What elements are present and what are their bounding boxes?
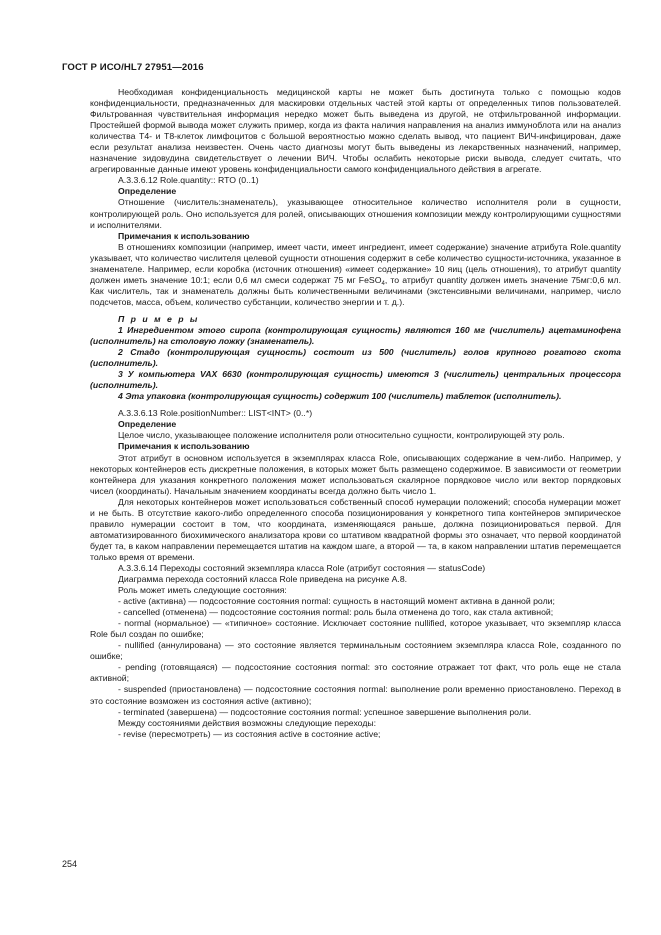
paragraph-diagram-ref: Диаграмма перехода состояний класса Role приведена на рисунке А.8. [118, 574, 408, 585]
document-body [90, 87, 621, 740]
list-item-pending: - pending (готовящаяся) — подсостояние состояния normal: это состояние отражает тот факт, что роль еще не стала активной; [90, 662, 621, 684]
paragraph-confidentiality: Необходимая конфиденциальность медицинской карты не может быть достигнута только с помощью кодов конфиденциальности, предназначенных для маскировки отдельных частей этой карты от определенных типов пользователей. Фильтрованная чувствительная информация нередко может быть выведена из другой, не отфильтрованной информации. Простейшей формой вывода может служить пример, когда из факта наличия направления на анализ иммуноблота или на анализ количества Т4- и Т8-клеток лимфоцитов с большой вероятностью можно сделать вывод, что пациент ВИЧ-инфицирован, даже если результат анализа неизвестен. Очень часто диагнозы могут быть выведены из лекарственных назначений, например, назначение зидовудина свидетельствует о лечении ВИЧ. Чтобы ослабить некоторые риски вывода, следует считать, что агрегированные данные имеют уровень конфиденциальности самого конфиденциального действия в агрегате. [90, 87, 621, 175]
usage-text-part1: В отношениях композиции (например, имеет части, имеет ингредиент, имеет содержание) значение атрибута Role.quantity указывает, что количество числителя целевой сущности отношения содержит в себе количество сущности-источника, указанное в знаменателе. Например, если коробка (источник отношения) «имеет содержание» 10 яиц (цель отношения), то атрибут quantity должен иметь значение 10:1; если 0,6 мл смеси содержат 75 мг FeSO [90, 241, 621, 285]
paragraph-states-intro: Роль может иметь следующие состояния: [118, 585, 287, 596]
paragraph-position-usage-1: Этот атрибут в основном используется в экземплярах класса Role, описывающих содержание в чем-либо. Например, у некоторых контейнеров есть дискретные положения, в которых может быть размещено содержимое. В зависимости от геометрии контейнера для указания конкретного положения может использоваться скалярное порядковое число или вектор порядковых чисел (координаты). Начальным значением координаты всегда должно быть число 1. [90, 452, 621, 496]
paragraph-position-definition: Целое число, указывающее положение исполнителя роли относительно сущности, контролирующей эту роль. [118, 430, 565, 441]
example-4: 4 Эта упаковка (контролирующая сущность) содержит 100 (числитель) таблеток (исполнитель). [118, 391, 562, 402]
examples-heading: П р и м е р ы [118, 313, 200, 324]
document-header: ГОСТ Р ИСО/HL7 27951—2016 [62, 62, 204, 73]
list-item-suspended: - suspended (приостановлена) — подсостояние состояния normal: выполнение роли временно приостановлено. Переход в это состояние возможен из состояния active (активно); [90, 684, 621, 706]
example-1: 1 Ингредиентом этого сиропа (контролирующая сущность) являются 160 мг (числитель) ацетаминофена (исполнитель) на столовую ложку (знаменатель). [90, 324, 621, 347]
list-item-terminated: - terminated (завершена) — подсостояние состояния normal: успешное завершение выполнения роли. [118, 706, 532, 717]
page-number: 254 [62, 859, 78, 869]
paragraph-quantity-definition: Отношение (числитель:знаменатель), указывающее относительное количество исполнителя роли в сущности, контролирующей роль. Оно используется для ролей, описывающих отношения композиции между контролирующими сущностями и исполнителями. [90, 197, 621, 230]
section-heading-state-transitions: A.3.3.6.14 Переходы состояний экземпляра класса Role (атрибут состояния — statusCode) [118, 562, 486, 573]
list-item-cancelled: - cancelled (отменена) — подсостояние состояния normal: роль была отменена до того, как стала активной; [118, 607, 554, 618]
example-3: 3 У компьютера VAX 6630 (контролирующая сущность) имеются 3 (числитель) центральных процессора (исполнитель). [90, 369, 621, 391]
list-item-revise: - revise (пересмотреть) — из состояния active в состояние active; [118, 728, 381, 739]
usage-notes-heading-2: Примечания к использованию [118, 441, 250, 452]
usage-notes-heading: Примечания к использованию [118, 230, 250, 241]
example-2: 2 Стадо (контролирующая сущность) состоит из 500 (числитель) голов крупного рогатого скота (исполнитель). [90, 347, 621, 369]
subscript-4: 4 [381, 280, 385, 287]
definition-heading: Определение [118, 186, 177, 197]
list-item-normal: - normal (нормальное) — «типичное» состояние. Исключает состояние nullified, которое указывает, что экземпляр класса Role был создан по ошибке; [90, 618, 621, 640]
usage-text-part2: , то атрибут quantity должен иметь значение 75мг:0,6 мл. Как числитель, так и знаменатель должны быть количественными величинами (экстенсивными величинами, например, число подсчетов, масса, объем, количество субстанции, количество энергии и т. д.). [90, 274, 621, 307]
list-item-active: - active (активна) — подсостояние состояния normal: сущность в настоящий момент активна в данной роли; [118, 596, 555, 607]
list-item-nullified: - nullified (аннулирована) — это состояние является терминальным состоянием экземпляра класса Role, созданного по ошибке; [90, 640, 621, 662]
paragraph-quantity-usage [90, 242, 621, 308]
paragraph-transitions-intro: Между состояниями действия возможны следующие переходы: [118, 717, 377, 728]
section-heading-role-quantity: A.3.3.6.12 Role.quantity:: RTO (0..1) [118, 175, 259, 186]
section-heading-position-number: A.3.3.6.13 Role.positionNumber:: LIST<INT> (0..*) [118, 408, 313, 419]
definition-heading-2: Определение [118, 419, 177, 430]
paragraph-position-usage-2: Для некоторых контейнеров может использоваться собственный способ нумерации положений; способа нумерации может и не быть. В отсутствие какого-либо определенного способа позиционирования у конкретного типа контейнеров эмпирическое правило нумерации состоит в том, что координата, изменяющаяся раньше, должна позиционироваться первой. Для автоматизированного биохимического анализатора крови со штативом квадратной формы это означает, что первой координатой будет та, в каком направлении перемещается штатив на каждом шаге, а второй — та, в каком направлении штатив перемещается только время от времени. [90, 496, 621, 562]
